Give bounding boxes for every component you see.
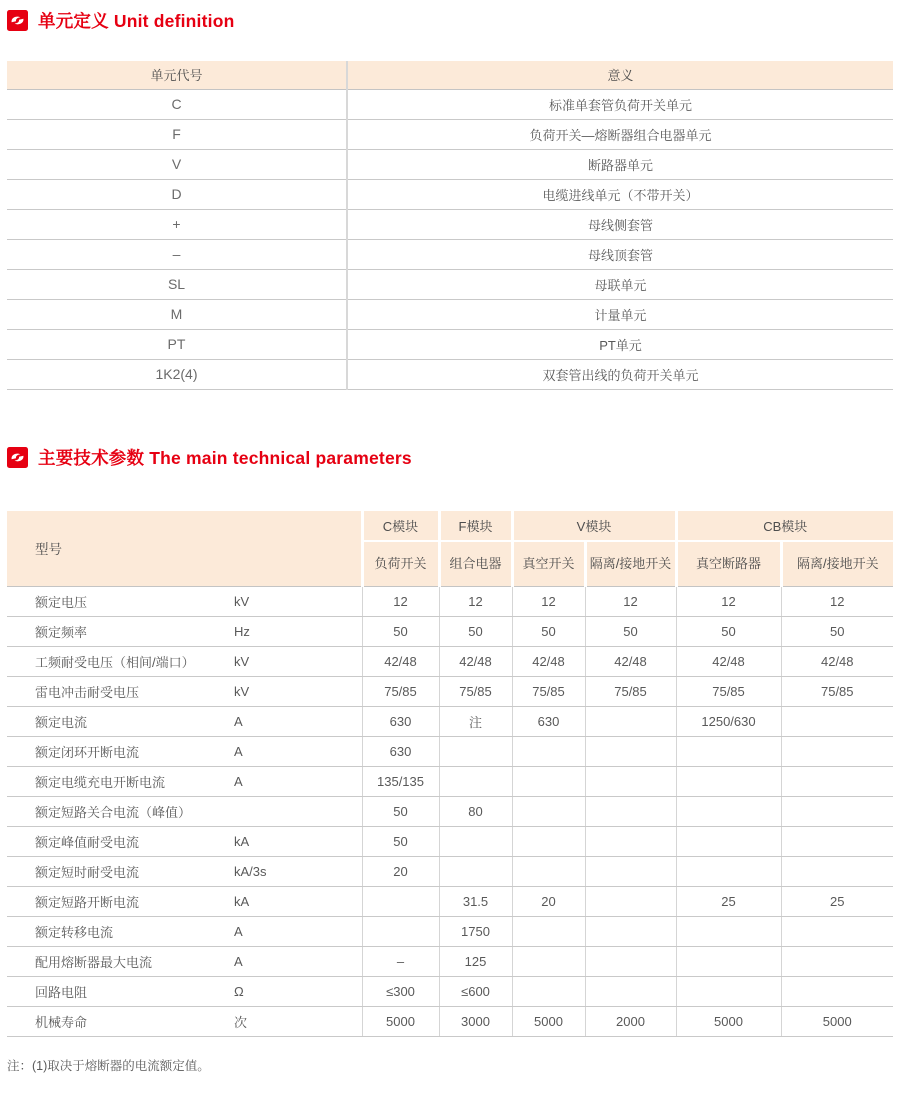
col-group-cb-module: CB模块: [676, 511, 893, 541]
table-row: [7, 149, 893, 179]
value-cell: 12: [676, 587, 781, 617]
unit-cell: Ω: [232, 977, 362, 1007]
value-cell: [512, 947, 585, 977]
value-cell: [781, 767, 893, 797]
value-cell: 50: [676, 617, 781, 647]
unit-cell: kA/3s: [232, 857, 362, 887]
value-cell: [676, 827, 781, 857]
value-cell: [585, 887, 676, 917]
table-row: [7, 179, 893, 209]
unit-cell: kV: [232, 647, 362, 677]
value-cell: 42/48: [781, 647, 893, 677]
table-row: [7, 89, 893, 119]
col-header-v-disconnect-earth-switch: 隔离/接地开关: [585, 541, 676, 587]
value-cell: [781, 917, 893, 947]
value-cell: [585, 707, 676, 737]
table-row: [7, 587, 893, 617]
value-cell: 75/85: [512, 677, 585, 707]
value-cell: [362, 887, 439, 917]
value-cell: 135/135: [362, 767, 439, 797]
value-cell: 20: [362, 857, 439, 887]
parameter-name-cell: 雷电冲击耐受电压: [7, 677, 232, 707]
value-cell: [439, 857, 512, 887]
value-cell: [585, 977, 676, 1007]
table-row: [7, 887, 893, 917]
unit-cell: [232, 797, 362, 827]
unit-cell: A: [232, 767, 362, 797]
parameter-name-cell: 额定转移电流: [7, 917, 232, 947]
unit-code-cell: M: [7, 299, 347, 329]
parameter-name-cell: 额定频率: [7, 617, 232, 647]
value-cell: 3000: [439, 1007, 512, 1037]
value-cell: [512, 767, 585, 797]
col-header-cb-disconnect-earth-switch: 隔离/接地开关: [781, 541, 893, 587]
meaning-cell: 标准单套管负荷开关单元: [347, 89, 893, 119]
table-group-header-row: [7, 511, 893, 541]
col-header-meaning: 意义: [347, 61, 893, 89]
value-cell: 12: [439, 587, 512, 617]
value-cell: [439, 737, 512, 767]
section1-header: [7, 0, 900, 33]
brand-icon: [7, 447, 28, 468]
unit-code-cell: SL: [7, 269, 347, 299]
unit-code-cell: –: [7, 239, 347, 269]
parameter-name-cell: 机械寿命: [7, 1007, 232, 1037]
unit-cell: A: [232, 947, 362, 977]
value-cell: 12: [512, 587, 585, 617]
unit-cell: A: [232, 707, 362, 737]
value-cell: [676, 797, 781, 827]
table-row: [7, 947, 893, 977]
table-row: [7, 329, 893, 359]
value-cell: 5000: [512, 1007, 585, 1037]
unit-code-cell: F: [7, 119, 347, 149]
value-cell: 5000: [781, 1007, 893, 1037]
value-cell: [676, 947, 781, 977]
brand-icon: [7, 10, 28, 31]
value-cell: [512, 857, 585, 887]
unit-code-cell: D: [7, 179, 347, 209]
meaning-cell: 母线侧套管: [347, 209, 893, 239]
unit-code-cell: C: [7, 89, 347, 119]
value-cell: 2000: [585, 1007, 676, 1037]
meaning-cell: 电缆进线单元（不带开关）: [347, 179, 893, 209]
col-header-combined-apparatus: 组合电器: [439, 541, 512, 587]
value-cell: 42/48: [439, 647, 512, 677]
table-row: [7, 707, 893, 737]
value-cell: [676, 917, 781, 947]
table-row: [7, 917, 893, 947]
parameter-name-cell: 额定电压: [7, 587, 232, 617]
value-cell: [512, 917, 585, 947]
value-cell: 25: [781, 887, 893, 917]
value-cell: [585, 827, 676, 857]
value-cell: [676, 977, 781, 1007]
value-cell: [512, 977, 585, 1007]
value-cell: 42/48: [512, 647, 585, 677]
value-cell: 20: [512, 887, 585, 917]
unit-cell: A: [232, 917, 362, 947]
table-row: [7, 299, 893, 329]
unit-cell: kA: [232, 887, 362, 917]
value-cell: 12: [781, 587, 893, 617]
parameter-name-cell: 额定短时耐受电流: [7, 857, 232, 887]
parameter-name-cell: 额定峰值耐受电流: [7, 827, 232, 857]
value-cell: [512, 737, 585, 767]
value-cell: [781, 857, 893, 887]
unit-cell: kV: [232, 587, 362, 617]
value-cell: 75/85: [585, 677, 676, 707]
value-cell: 50: [362, 617, 439, 647]
parameter-name-cell: 额定电缆充电开断电流: [7, 767, 232, 797]
value-cell: 31.5: [439, 887, 512, 917]
value-cell: [585, 737, 676, 767]
value-cell: 630: [362, 707, 439, 737]
meaning-cell: PT单元: [347, 329, 893, 359]
value-cell: 1750: [439, 917, 512, 947]
table-row: [7, 209, 893, 239]
value-cell: [512, 797, 585, 827]
value-cell: 75/85: [676, 677, 781, 707]
value-cell: –: [362, 947, 439, 977]
unit-definition-table: [7, 61, 893, 390]
unit-code-cell: V: [7, 149, 347, 179]
table-row: [7, 617, 893, 647]
table-row: [7, 797, 893, 827]
meaning-cell: 计量单元: [347, 299, 893, 329]
value-cell: 50: [585, 617, 676, 647]
table-row: [7, 677, 893, 707]
col-group-v-module: V模块: [512, 511, 676, 541]
value-cell: [676, 767, 781, 797]
value-cell: 5000: [676, 1007, 781, 1037]
unit-cell: kV: [232, 677, 362, 707]
parameter-name-cell: 额定短路开断电流: [7, 887, 232, 917]
table-row: [7, 239, 893, 269]
unit-cell: 次: [232, 1007, 362, 1037]
table-row: [7, 647, 893, 677]
table-header-row: [7, 61, 893, 89]
value-cell: 12: [585, 587, 676, 617]
value-cell: 80: [439, 797, 512, 827]
value-cell: 1250/630: [676, 707, 781, 737]
col-header-unit-code: 单元代号: [7, 61, 347, 89]
table-row: [7, 767, 893, 797]
section2-title: 主要技术参数 The main technical parameters: [38, 447, 412, 468]
table-row: [7, 977, 893, 1007]
value-cell: [781, 977, 893, 1007]
table-row: [7, 827, 893, 857]
value-cell: [676, 737, 781, 767]
parameter-name-cell: 额定闭环开断电流: [7, 737, 232, 767]
value-cell: [585, 947, 676, 977]
value-cell: 630: [362, 737, 439, 767]
value-cell: 125: [439, 947, 512, 977]
parameter-name-cell: 配用熔断器最大电流: [7, 947, 232, 977]
col-header-model: 型号: [7, 511, 362, 587]
value-cell: [362, 917, 439, 947]
parameter-name-cell: 额定电流: [7, 707, 232, 737]
footnote: 注：(1)取决于熔断器的电流额定值。: [7, 1059, 210, 1073]
col-header-vacuum-switch: 真空开关: [512, 541, 585, 587]
col-header-vacuum-breaker: 真空断路器: [676, 541, 781, 587]
section2-header: [7, 445, 900, 470]
parameter-name-cell: 额定短路关合电流（峰值）: [7, 797, 232, 827]
value-cell: ≤300: [362, 977, 439, 1007]
unit-cell: kA: [232, 827, 362, 857]
value-cell: [512, 827, 585, 857]
value-cell: [585, 857, 676, 887]
value-cell: 50: [512, 617, 585, 647]
value-cell: [439, 767, 512, 797]
col-group-f-module: F模块: [439, 511, 512, 541]
table-row: [7, 857, 893, 887]
unit-code-cell: 1K2(4): [7, 359, 347, 389]
value-cell: 75/85: [362, 677, 439, 707]
value-cell: 50: [362, 797, 439, 827]
table-row: [7, 119, 893, 149]
value-cell: [676, 857, 781, 887]
meaning-cell: 母联单元: [347, 269, 893, 299]
technical-parameters-table: [7, 511, 893, 1038]
meaning-cell: 负荷开关—熔断器组合电器单元: [347, 119, 893, 149]
table-row: [7, 1007, 893, 1037]
value-cell: 630: [512, 707, 585, 737]
value-cell: [585, 917, 676, 947]
unit-code-cell: +: [7, 209, 347, 239]
value-cell: 5000: [362, 1007, 439, 1037]
value-cell: [781, 707, 893, 737]
value-cell: [781, 797, 893, 827]
meaning-cell: 断路器单元: [347, 149, 893, 179]
value-cell: [439, 827, 512, 857]
value-cell: 注: [439, 707, 512, 737]
col-header-load-switch: 负荷开关: [362, 541, 439, 587]
value-cell: 50: [781, 617, 893, 647]
table-row: [7, 269, 893, 299]
meaning-cell: 母线顶套管: [347, 239, 893, 269]
col-group-c-module: C模块: [362, 511, 439, 541]
value-cell: 42/48: [676, 647, 781, 677]
value-cell: 12: [362, 587, 439, 617]
table-row: [7, 737, 893, 767]
value-cell: 75/85: [439, 677, 512, 707]
value-cell: [781, 827, 893, 857]
value-cell: 75/85: [781, 677, 893, 707]
value-cell: 50: [439, 617, 512, 647]
value-cell: 42/48: [362, 647, 439, 677]
value-cell: ≤600: [439, 977, 512, 1007]
value-cell: [781, 737, 893, 767]
value-cell: [585, 767, 676, 797]
section1-title: 单元定义 Unit definition: [38, 11, 235, 31]
value-cell: [585, 797, 676, 827]
table-row: [7, 359, 893, 389]
meaning-cell: 双套管出线的负荷开关单元: [347, 359, 893, 389]
value-cell: 50: [362, 827, 439, 857]
value-cell: [781, 947, 893, 977]
value-cell: 25: [676, 887, 781, 917]
unit-code-cell: PT: [7, 329, 347, 359]
parameter-name-cell: 工频耐受电压（相间/端口）: [7, 647, 232, 677]
parameter-name-cell: 回路电阻: [7, 977, 232, 1007]
value-cell: 42/48: [585, 647, 676, 677]
unit-cell: Hz: [232, 617, 362, 647]
unit-cell: A: [232, 737, 362, 767]
